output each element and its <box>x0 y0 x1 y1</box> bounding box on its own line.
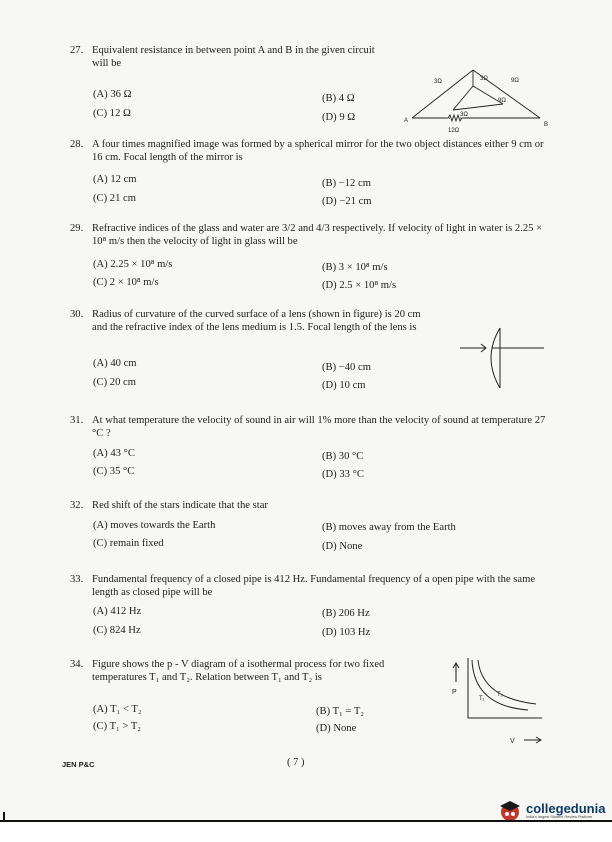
question-number: 28. <box>70 139 84 150</box>
p-axis-label: P <box>452 689 457 696</box>
option-d[interactable]: (D) −21 cm <box>322 196 372 207</box>
question-text: Figure shows the p - V diagram of a isothermal process for two fixed temperatures T₁ and T₂. Relation between T₁ and T₂ is <box>92 659 385 683</box>
question-29 <box>70 222 555 248</box>
point-b-label: B <box>544 122 549 128</box>
option-c[interactable]: (C) 2 × 10⁸ m/s <box>93 277 159 288</box>
question-number: 32. <box>70 500 84 511</box>
brand-name: collegedunia <box>526 800 606 816</box>
graduation-cap-icon <box>498 798 522 822</box>
option-a[interactable]: (A) 12 cm <box>93 174 137 185</box>
r1-label: 3Ω <box>434 79 442 85</box>
question-number: 33. <box>70 574 84 585</box>
option-a[interactable]: (A) 412 Hz <box>93 606 142 617</box>
question-text: Radius of curvature of the curved surface of a lens (shown in figure) is 20 cm and the refractive index of the lens medium is 1.5. Focal length of the lens is <box>92 309 421 333</box>
brand-logo <box>498 798 605 822</box>
option-b[interactable]: (B) 206 Hz <box>322 608 370 619</box>
r5-label: 3Ω <box>460 112 468 118</box>
question-number: 30. <box>70 309 84 320</box>
option-d[interactable]: (D) 9 Ω <box>322 112 356 123</box>
option-b[interactable]: (B) T₁ = T₂ <box>316 706 364 717</box>
option-d[interactable]: (D) 103 Hz <box>322 627 371 638</box>
option-d[interactable]: (D) None <box>322 541 363 552</box>
option-a[interactable]: (A) 2.25 × 10⁸ m/s <box>93 259 173 270</box>
question-32 <box>70 499 555 512</box>
r2-label: 3Ω <box>480 76 488 82</box>
option-c[interactable]: (C) 21 cm <box>93 193 136 204</box>
option-c[interactable]: (C) T₁ > T₂ <box>93 721 141 732</box>
r4-label: 9Ω <box>498 98 506 104</box>
question-text: Refractive indices of the glass and water are 3/2 and 4/3 respectively. If velocity of light in water is 2.25 × 10⁸ m/s then the velocity of light in glass will be <box>92 223 543 247</box>
question-31 <box>70 414 555 440</box>
question-number: 31. <box>70 415 84 426</box>
option-d[interactable]: (D) 33 °C <box>322 469 364 480</box>
question-number: 27. <box>70 45 84 56</box>
option-b[interactable]: (B) 30 °C <box>322 451 364 462</box>
point-a-label: A <box>404 118 409 124</box>
r3-label: 9Ω <box>511 78 519 84</box>
option-a[interactable]: (A) 43 °C <box>93 448 135 459</box>
option-d[interactable]: (D) None <box>316 723 357 734</box>
t1-label: T₁ <box>479 696 485 702</box>
option-a[interactable]: (A) T₁ < T₂ <box>93 704 142 715</box>
r6-label: 12Ω <box>448 128 460 134</box>
option-a[interactable]: (A) 40 cm <box>93 358 137 369</box>
paper-code: JEN P&C <box>62 760 95 769</box>
option-c[interactable]: (C) 20 cm <box>93 377 136 388</box>
option-b[interactable]: (B) 3 × 10⁸ m/s <box>322 262 388 273</box>
question-text: Fundamental frequency of a closed pipe is 412 Hz. Fundamental frequency of a open pipe with the same length as closed pipe will be <box>92 574 536 598</box>
question-28 <box>70 138 555 164</box>
option-b[interactable]: (B) 4 Ω <box>322 93 355 104</box>
page-number: ( 7 ) <box>287 757 305 768</box>
option-c[interactable]: (C) remain fixed <box>93 538 164 549</box>
brand-tagline: India's largest Student Review Platform <box>526 814 593 819</box>
option-c[interactable]: (C) 824 Hz <box>93 625 141 636</box>
lens-diagram <box>456 322 546 392</box>
question-number: 34. <box>70 659 84 670</box>
t2-label: T₂ <box>497 692 503 698</box>
option-b[interactable]: (B) −12 cm <box>322 178 371 189</box>
option-d[interactable]: (D) 10 cm <box>322 380 366 391</box>
pv-diagram <box>446 652 546 746</box>
v-axis-label: V <box>510 738 515 745</box>
option-c[interactable]: (C) 35 °C <box>93 466 135 477</box>
option-a[interactable]: (A) moves towards the Earth <box>93 520 216 531</box>
question-text: Red shift of the stars indicate that the star <box>92 500 268 511</box>
question-33 <box>70 573 555 599</box>
option-c[interactable]: (C) 12 Ω <box>93 108 131 119</box>
option-b[interactable]: (B) moves away from the Earth <box>322 522 456 533</box>
question-text: A four times magnified image was formed by a spherical mirror for the two object distances either 9 cm or 16 cm. Focal length of the mirror is <box>92 139 544 163</box>
question-text: At what temperature the velocity of sound in air will 1% more than the velocity of sound at temperature 27 °C ? <box>92 415 546 439</box>
circuit-diagram <box>398 66 556 138</box>
option-b[interactable]: (B) −40 cm <box>322 362 371 373</box>
option-d[interactable]: (D) 2.5 × 10⁸ m/s <box>322 280 397 291</box>
question-text: Equivalent resistance in between point A and B in the given circuit will be <box>92 45 375 69</box>
question-number: 29. <box>70 223 84 234</box>
bottom-bar <box>0 820 612 842</box>
option-a[interactable]: (A) 36 Ω <box>93 89 132 100</box>
